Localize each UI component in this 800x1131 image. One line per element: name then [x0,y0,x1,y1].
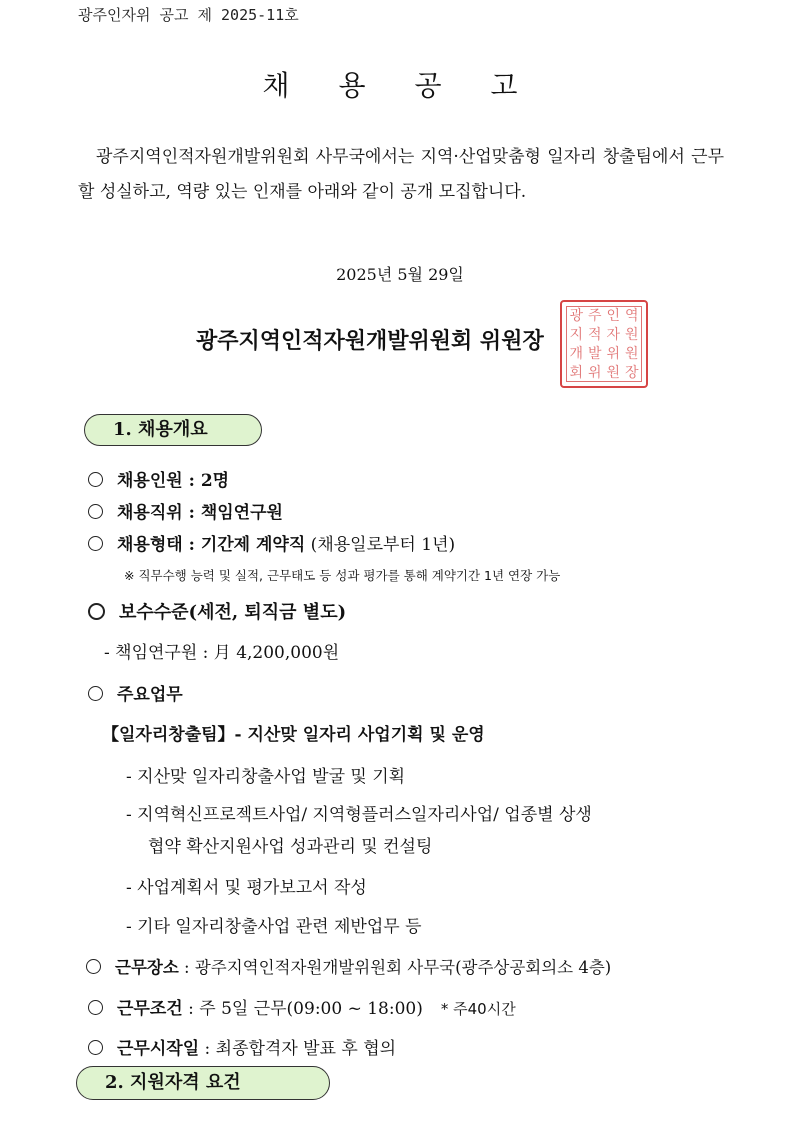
official-seal [560,300,648,388]
document-title: 채 용 공 고 [262,69,538,102]
work-conditions-value: : 주 5일 근무(09:00 ~ 18:00) [182,999,423,1019]
recruit-count-value: 2명 [200,471,230,491]
circle-bullet-icon [88,1040,103,1055]
section-1-heading: 1. 채용개요 [84,414,262,446]
circle-bullet-icon [86,959,101,974]
workplace-key: 근무장소 [115,958,179,977]
circle-bullet-icon [88,472,103,487]
duties-row [88,680,183,705]
seal-char: 회 [569,365,584,381]
employment-note: ※ 직무수행 능력 및 실적, 근무태도 등 성과 평가를 통해 계약기간 1년 연장 가능 [124,568,561,583]
recruit-count-key: 채용인원 [117,471,183,491]
circle-bullet-icon [88,504,103,519]
start-date-key: 근무시작일 [117,1039,200,1059]
employment-type-value: 기간제 계약직 [200,535,306,555]
seal-char: 역 [624,308,639,324]
circle-bullet-icon [88,603,105,620]
employment-type-key: 채용형태 [117,535,183,555]
seal-char: 위 [606,346,621,362]
salary-row [88,598,346,624]
notice-number: 광주인자위 공고 제 2025-11호 [78,6,299,24]
seal-char: 원 [606,365,621,381]
work-conditions-row [88,994,516,1019]
intro-paragraph: 광주지역인적자원개발위원회 사무국에서는 지역·산업맞춤형 일자리 창출팀에서 근무할 성실하고, 역량 있는 인재를 아래와 같이 공개 모집합니다. [78,147,724,202]
duties-team-line: 【일자리창출팀】- 지산맞 일자리 사업기획 및 운영 [102,725,485,745]
duties-label: 주요업무 [117,685,183,705]
section-2-heading: 2. 지원자격 요건 [76,1066,330,1100]
workplace-row [86,954,611,978]
employment-type-row: 채용형태 : 기간제 계약직 (채용일로부터 1년) [88,530,455,555]
position-row: 채용직위 : 책임연구원 [88,498,283,523]
seal-char: 장 [624,365,639,381]
seal-char: 지 [569,327,584,343]
duty-item: - 지역혁신프로젝트사업/ 지역형플러스일자리사업/ 업종별 상생 [126,805,592,825]
start-date-row [88,1034,396,1059]
duty-item: - 지산맞 일자리창출사업 발굴 및 기획 [126,767,406,787]
salary-detail: - 책임연구원 : 月 4,200,000원 [104,643,340,663]
work-conditions-key: 근무조건 [117,999,183,1019]
notice-date: 2025년 5월 29일 [336,265,464,284]
seal-char: 발 [587,346,602,362]
start-date-value: : 최종합격자 발표 후 협의 [199,1039,397,1059]
seal-char: 인 [606,308,621,324]
seal-char: 적 [587,327,602,343]
organization-signature: 광주지역인적자원개발위원회 위원장 [196,328,544,354]
seal-char: 자 [606,327,621,343]
duty-item: - 사업계획서 및 평가보고서 작성 [126,878,367,898]
duty-item: - 기타 일자리창출사업 관련 제반업무 등 [126,917,422,937]
seal-char: 주 [587,308,602,324]
salary-label: 보수수준(세전, 퇴직금 별도) [119,602,347,623]
duty-item-continuation: 협약 확산지원사업 성과관리 및 컨설팅 [148,837,433,857]
circle-bullet-icon [88,686,103,701]
seal-characters [566,306,642,382]
seal-char: 원 [624,346,639,362]
work-conditions-note: * 주40시간 [440,1000,516,1018]
workplace-value: : 광주지역인적자원개발위원회 사무국(광주상공회의소 4층) [178,958,612,977]
position-value: 책임연구원 [200,503,283,523]
seal-char: 개 [569,346,584,362]
recruit-count-row: 채용인원 : 2명 [88,466,229,491]
seal-char: 광 [569,308,584,324]
seal-char: 위 [587,365,602,381]
position-key: 채용직위 [117,503,183,523]
seal-char: 원 [624,327,639,343]
circle-bullet-icon [88,1000,103,1015]
employment-type-extra: (채용일로부터 1년) [305,535,456,555]
circle-bullet-icon [88,536,103,551]
